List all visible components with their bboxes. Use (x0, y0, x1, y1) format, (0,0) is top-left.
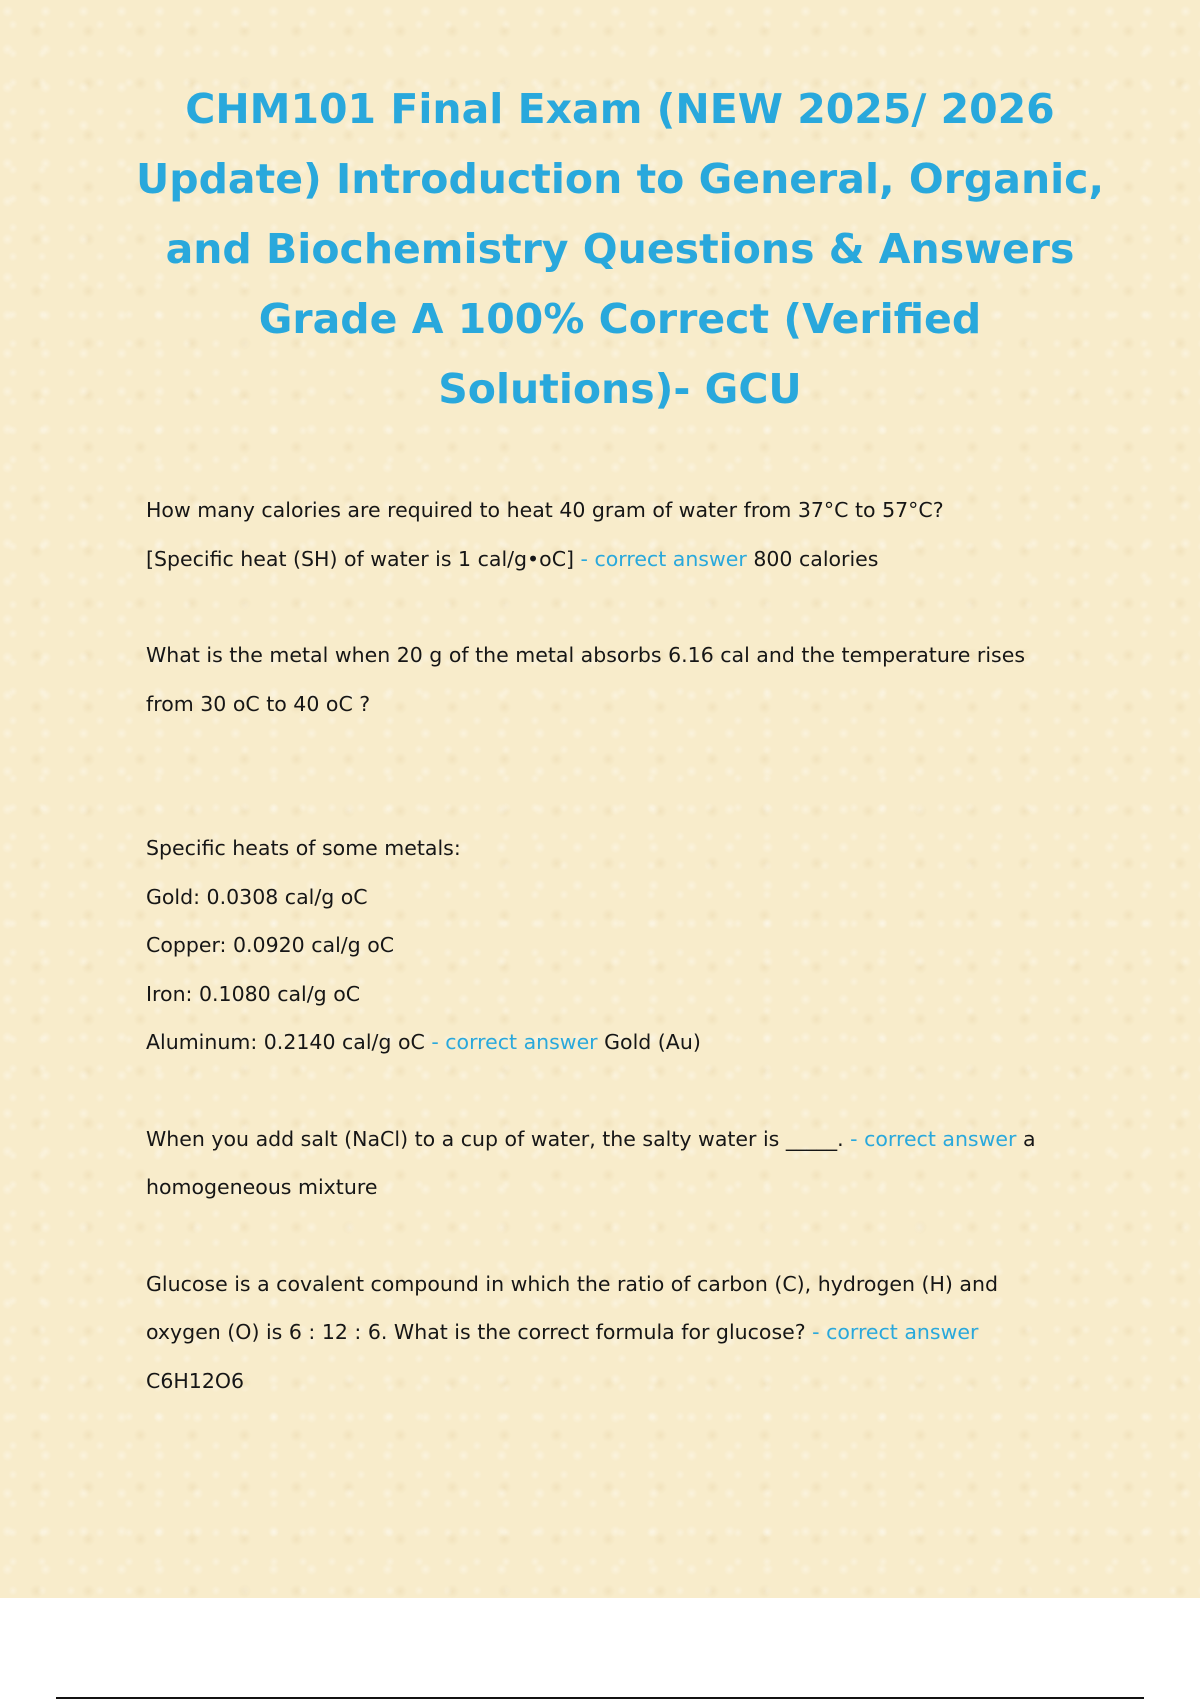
document-title: CHM101 Final Exam (NEW 2025/ 2026 Update) Introduction to General, Organic, and Biochemistry Questions & Answers Grade A 100% Correct (Verified Solutions)- GCU (135, 85, 1105, 413)
qa-item-4 (146, 1260, 1096, 1406)
answer-4: C6H12O6 (146, 1368, 245, 1393)
qa-item-3 (146, 1115, 1096, 1212)
qa-item-1 (146, 486, 1096, 583)
correct-answer-marker: - correct answer (580, 546, 747, 571)
qa-item-2 (146, 631, 1096, 1067)
question-3-line-1 (146, 1115, 1096, 1164)
correct-answer-marker: - correct answer (812, 1320, 979, 1344)
question-4-line-2 (146, 1308, 1096, 1357)
correct-answer-marker: - correct answer (850, 1126, 1017, 1151)
question-3-text: When you add salt (NaCl) to a cup of water, the salty water is _____. (146, 1126, 844, 1151)
question-1-text: [Specific heat (SH) of water is 1 cal/g•oC] (146, 546, 575, 571)
specific-heats-heading: Specific heats of some metals: (146, 836, 461, 860)
question-4-line-1: Glucose is a covalent compound in which the ratio of carbon (C), hydrogen (H) and (146, 1271, 998, 1296)
question-2-line-1: What is the metal when 20 g of the metal absorbs 6.16 cal and the temperature rises (146, 643, 1026, 667)
answer-3-part-1: a (1022, 1126, 1036, 1151)
answer-1: 800 calories (753, 546, 879, 571)
question-4-text: oxygen (O) is 6 : 12 : 6. What is the correct formula for glucose? (146, 1320, 806, 1344)
question-1-line-2 (146, 535, 1096, 584)
qa-content (146, 486, 1096, 1405)
question-1-line-1: How many calories are required to heat 40 gram of water from 37°C to 57°C? (146, 498, 944, 522)
specific-heat-aluminum: Aluminum: 0.2140 cal/g oC (146, 1030, 425, 1054)
answer-3-part-2: homogeneous mixture (146, 1175, 378, 1199)
answer-2: Gold (Au) (604, 1030, 701, 1054)
footer-divider (56, 1697, 1144, 1699)
question-2-line-2: from 30 oC to 40 oC ? (146, 691, 371, 716)
specific-heat-aluminum-line (146, 1018, 1096, 1067)
correct-answer-marker: - correct answer (431, 1030, 598, 1054)
specific-heat-copper: Copper: 0.0920 cal/g oC (146, 933, 395, 957)
specific-heat-gold: Gold: 0.0308 cal/g oC (146, 884, 368, 909)
specific-heat-iron: Iron: 0.1080 cal/g oC (146, 981, 361, 1006)
